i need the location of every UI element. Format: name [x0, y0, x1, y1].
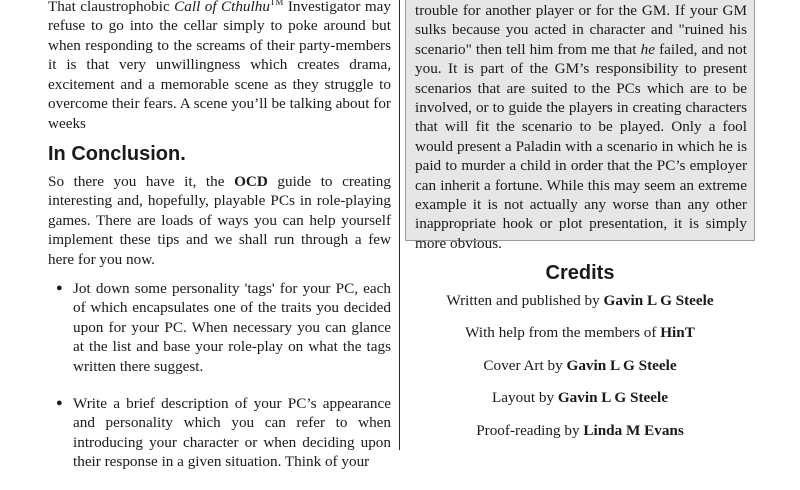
list-item-text: Jot down some personality 'tags' for your PC, each of which encapsulates one of the traits you decided upon for your PC. When necessary you can glance at the list and base your role-play on what the tags written there suggest. — [73, 280, 391, 375]
conclusion-text-end: guide to creating interesting and, hopefully, playable PCs in role-playing games. There are loads of ways you can help yourself implement these tips and we shall run through a few here for you now. — [48, 173, 391, 268]
credit-line-help — [405, 323, 755, 342]
tips-list — [56, 279, 391, 490]
ocd-label: OCD — [234, 173, 268, 190]
bullet-icon: ● — [56, 397, 63, 410]
credit-name: Gavin L G Steele — [557, 389, 668, 406]
credit-label: With help from the members of — [465, 324, 661, 341]
credit-name: HinT — [660, 324, 695, 341]
intro-paragraph-container — [48, 0, 391, 133]
conclusion-heading: In Conclusion. — [48, 143, 186, 165]
credit-label: Proof-reading by — [476, 422, 584, 439]
credit-line-written — [405, 291, 755, 310]
intro-text-end: Investigator — [283, 0, 361, 16]
list-item — [56, 394, 391, 472]
credit-name: Gavin L G Steele — [603, 292, 714, 309]
conclusion-paragraph — [48, 172, 391, 269]
credit-label: Layout by — [492, 389, 558, 406]
column-divider — [399, 0, 400, 450]
trademark-mark: TM — [269, 0, 284, 7]
intro-paragraph — [48, 0, 391, 133]
credit-label: Written and published by — [446, 292, 604, 309]
conclusion-paragraph-container — [48, 172, 391, 269]
intro-text-rest: may refuse to go into the cellar simply to poke around but when responding to the screams of their party-members it is that very unwillingness which creates drama, excitement and a memorable scene as they struggle to overcome their fears. A scene you’ll be talking about for weeks — [48, 0, 391, 132]
intro-text-start: That claustrophobic — [48, 0, 175, 16]
credit-name: Linda M Evans — [583, 422, 684, 439]
gm-text-start: trouble for another player or for the GM. If your GM sulks because you acted in character and "ruined his scenario" then tell him from me that — [415, 2, 747, 58]
gm-sidebar-text — [415, 1, 747, 253]
bullet-icon: ● — [56, 282, 63, 294]
credit-line-proofreading — [405, 421, 755, 440]
conclusion-text-start: So there you have it, the — [48, 173, 235, 190]
gm-sidebar-box — [405, 0, 755, 252]
credit-line-layout — [405, 388, 755, 407]
list-item — [56, 279, 391, 376]
credits-heading: Credits — [545, 262, 615, 284]
list-item-text: Write a brief description of your PC’s appearance and personality which you can refer to when introducing your character or when deciding upon their response in a given situation. Think of your — [73, 395, 391, 471]
gm-text-end: failed, and not you. It is part of the GM’s responsibility to present scenarios that are suited to the PCs which are to be involved, or to guide the players in creating characters that will fit the scenario to be played. Only a fool would present a Paladin with a scenario in which he is paid to murder a child in order that the PC’s employer can inherit a fortune. While this may seem an extreme example it is not actually any worse than any other inappropriate hook or plot presentation, it is simply more obvious. — [415, 40, 747, 252]
gm-text-emphasis: he — [640, 40, 655, 58]
intro-game-title: Call of Cthulhu — [174, 0, 270, 16]
credit-line-cover-art — [405, 356, 755, 375]
credit-name: Gavin L G Steele — [566, 357, 677, 374]
credit-label: Cover Art by — [483, 357, 567, 374]
